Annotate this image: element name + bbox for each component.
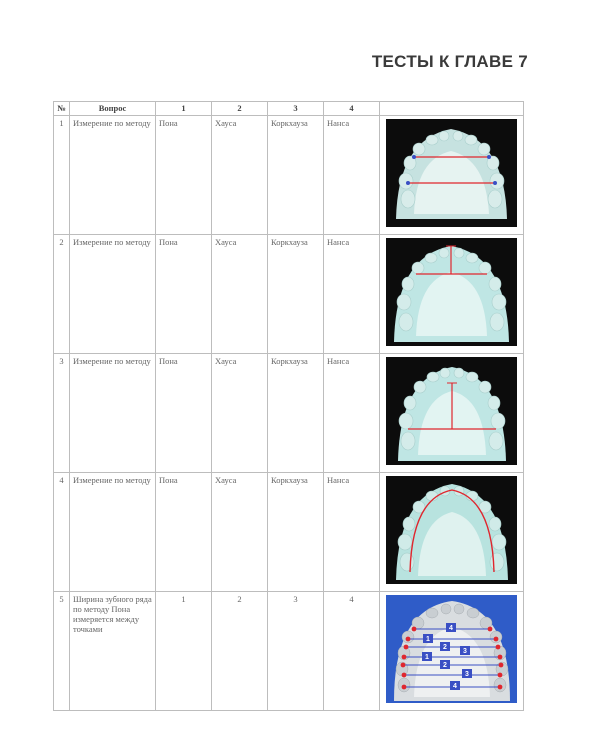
row-question: Измерение по методу <box>70 354 156 473</box>
option-4[interactable]: 4 <box>324 592 380 711</box>
option-1[interactable]: Пона <box>156 116 212 235</box>
header-question: Вопрос <box>70 102 156 116</box>
option-3[interactable]: 3 <box>268 592 324 711</box>
header-option-2: 2 <box>212 102 268 116</box>
dental-cast-photo-5 <box>386 595 517 703</box>
option-4[interactable]: Нанса <box>324 473 380 592</box>
dental-cast-photo-4 <box>386 476 517 584</box>
table-row <box>54 235 524 354</box>
point-label: 4 <box>449 625 453 632</box>
option-2[interactable]: 2 <box>212 592 268 711</box>
header-option-3: 3 <box>268 102 324 116</box>
option-2[interactable]: Хауса <box>212 473 268 592</box>
photo-cell <box>380 235 524 354</box>
photo-cell <box>380 354 524 473</box>
table-row <box>54 473 524 592</box>
row-question: Измерение по методу <box>70 473 156 592</box>
point-label: 1 <box>425 654 429 661</box>
point-label: 3 <box>463 648 467 655</box>
row-number: 3 <box>54 354 70 473</box>
point-label: 2 <box>443 662 447 669</box>
dental-cast-photo-3 <box>386 357 517 465</box>
point-label: 2 <box>443 644 447 651</box>
row-question: Ширина зубного ряда по методу Пона измеряется между точками <box>70 592 156 711</box>
option-3[interactable]: Коркхауза <box>268 235 324 354</box>
row-number: 5 <box>54 592 70 711</box>
option-2[interactable]: Хауса <box>212 116 268 235</box>
option-1[interactable]: Пона <box>156 235 212 354</box>
header-number: № <box>54 102 70 116</box>
option-1[interactable]: Пона <box>156 354 212 473</box>
header-option-1: 1 <box>156 102 212 116</box>
option-1[interactable]: 1 <box>156 592 212 711</box>
table-row <box>54 592 524 711</box>
table-row <box>54 354 524 473</box>
photo-cell <box>380 592 524 711</box>
photo-cell <box>380 473 524 592</box>
header-image <box>380 102 524 116</box>
row-question: Измерение по методу <box>70 235 156 354</box>
header-option-4: 4 <box>324 102 380 116</box>
row-question: Измерение по методу <box>70 116 156 235</box>
option-1[interactable]: Пона <box>156 473 212 592</box>
tests-table <box>53 101 524 711</box>
option-4[interactable]: Нанса <box>324 354 380 473</box>
table-header-row <box>54 102 524 116</box>
option-3[interactable]: Коркхауза <box>268 473 324 592</box>
dental-cast-photo-1 <box>386 119 517 227</box>
photo-cell <box>380 116 524 235</box>
point-label: 3 <box>465 671 469 678</box>
option-4[interactable]: Нанса <box>324 116 380 235</box>
option-2[interactable]: Хауса <box>212 235 268 354</box>
row-number: 2 <box>54 235 70 354</box>
dental-cast-photo-2 <box>386 238 517 346</box>
option-2[interactable]: Хауса <box>212 354 268 473</box>
table-row <box>54 116 524 235</box>
page-title: ТЕСТЫ К ГЛАВЕ 7 <box>371 52 528 71</box>
option-3[interactable]: Коркхауза <box>268 116 324 235</box>
option-4[interactable]: Нанса <box>324 235 380 354</box>
point-label: 4 <box>453 683 457 690</box>
point-label: 1 <box>426 636 430 643</box>
row-number: 1 <box>54 116 70 235</box>
row-number: 4 <box>54 473 70 592</box>
option-3[interactable]: Коркхауза <box>268 354 324 473</box>
